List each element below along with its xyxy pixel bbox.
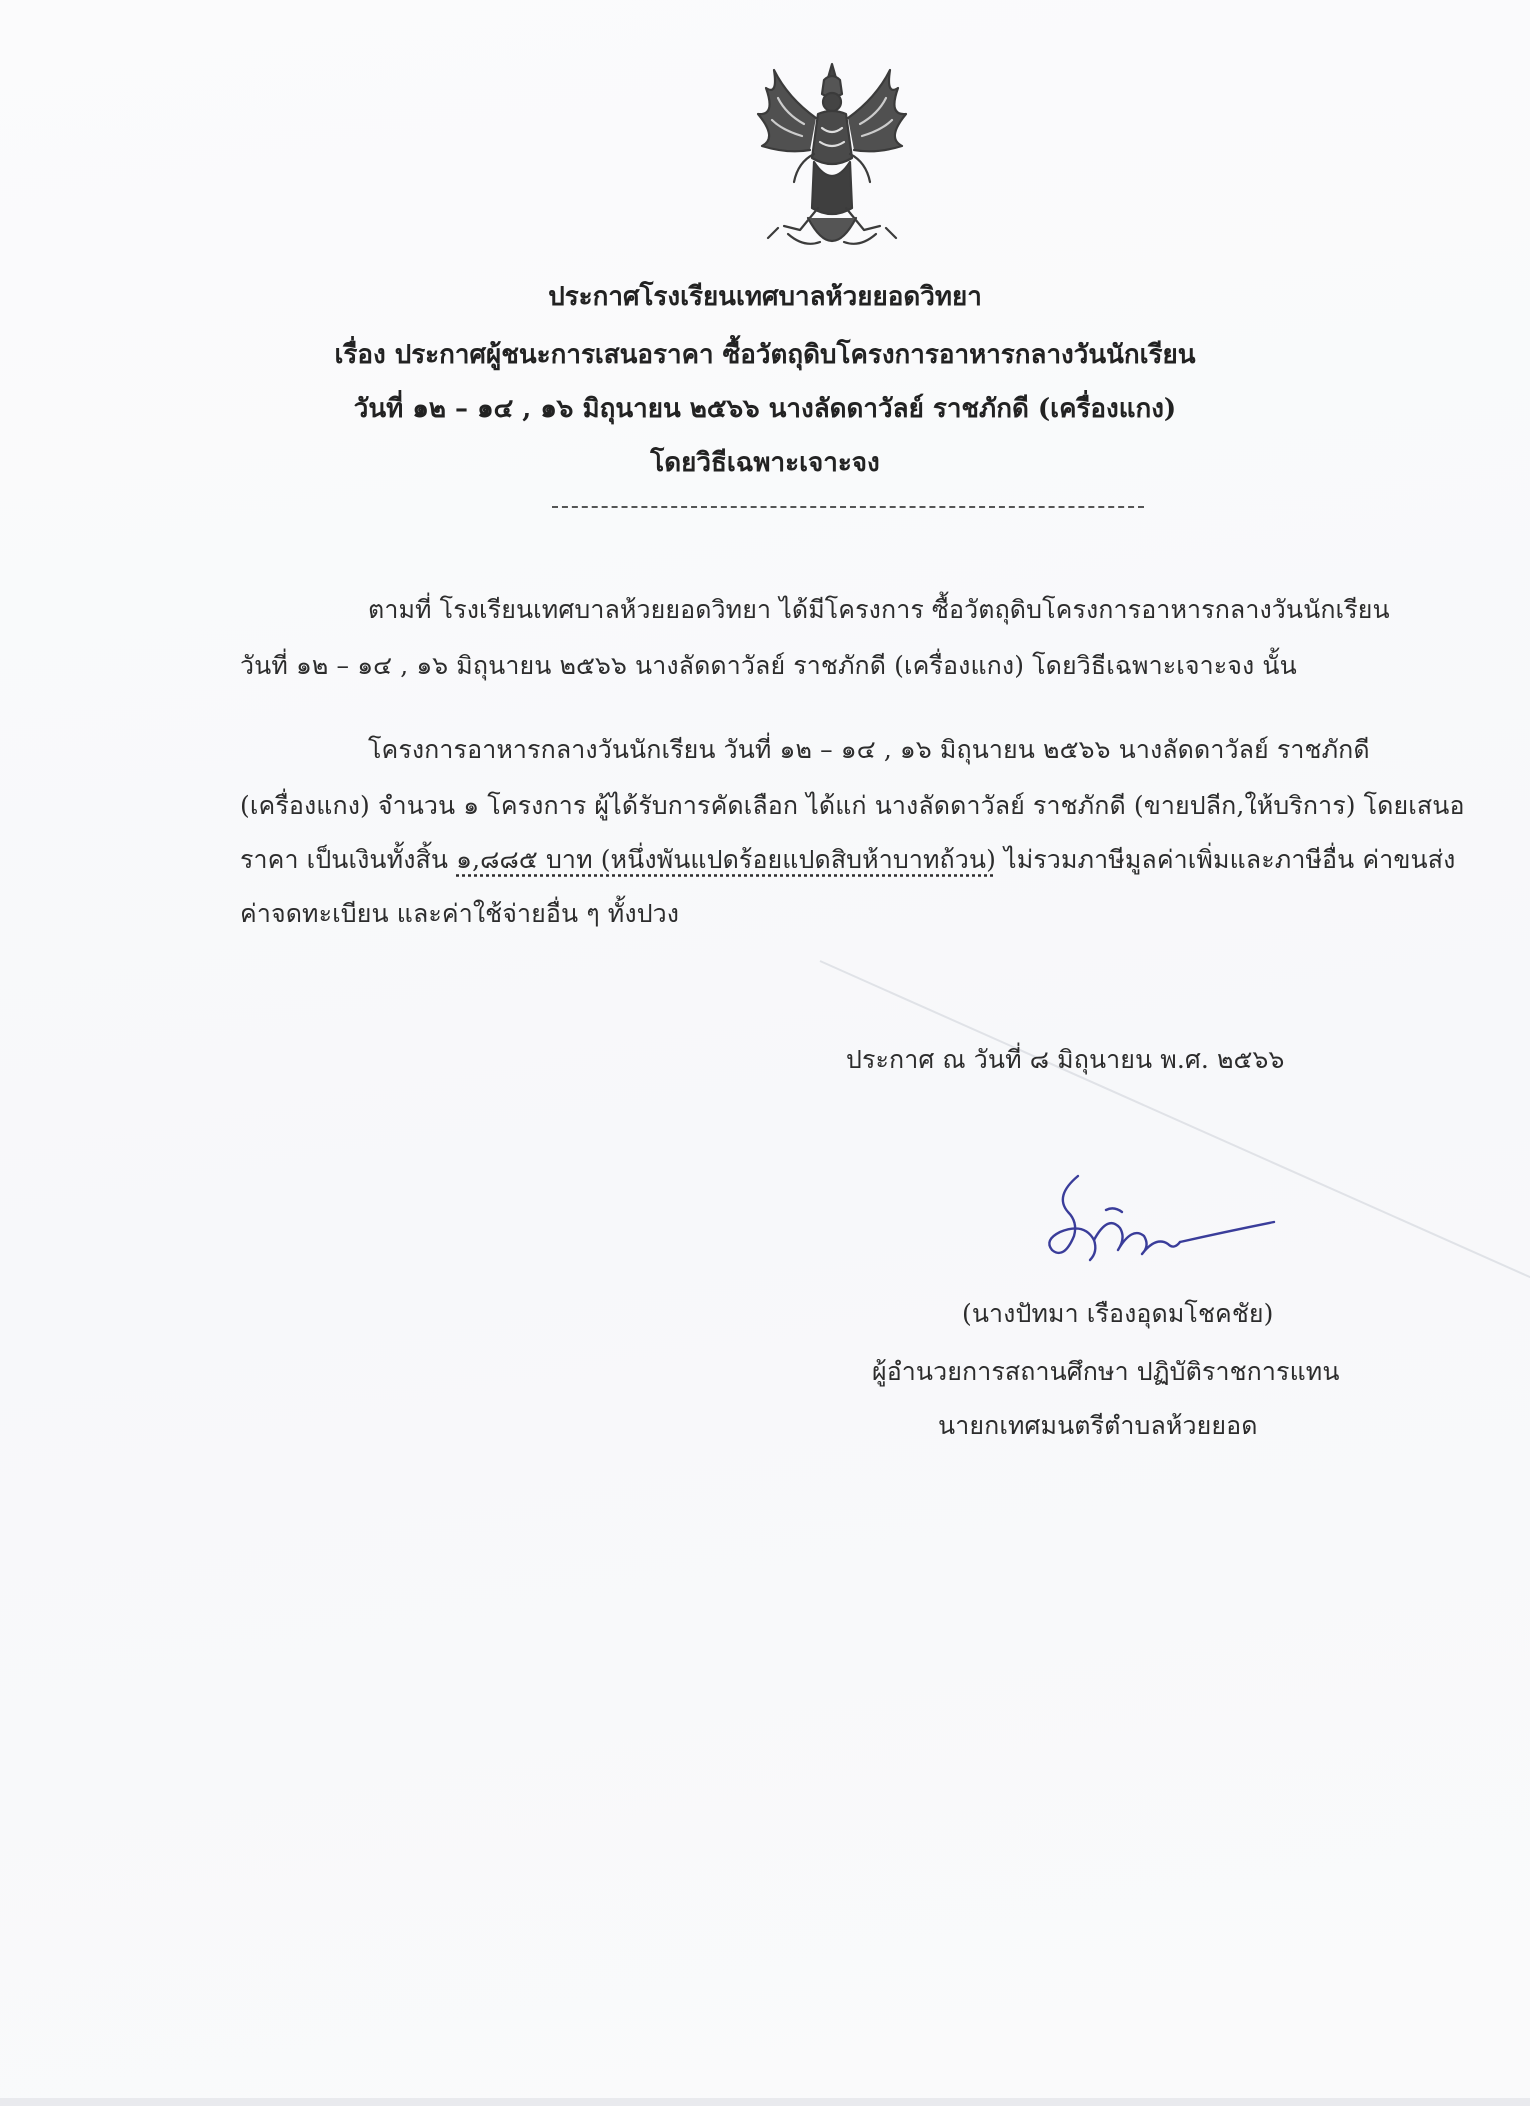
document-subject-method: โดยวิธีเฉพาะเจาะจง — [650, 448, 880, 478]
price-amount: ๑,๘๘๕ บาท (หนึ่งพันแปดร้อยแปดสิบห้าบาทถ้วน) — [456, 845, 996, 874]
signer-name: (นางปัทมา เรืองอุดมโชคชัย) — [962, 1299, 1274, 1328]
handwritten-signature — [1034, 1166, 1284, 1276]
garuda-emblem-icon — [748, 58, 916, 264]
header-divider — [552, 506, 1144, 508]
paragraph-2-line-1: โครงการอาหารกลางวันนักเรียน วันที่ ๑๒ – ๑๔ , ๑๖ มิถุนายน ๒๕๖๖ นางลัดดาวัลย์ ราชภักดี — [368, 735, 1370, 764]
document-title: ประกาศโรงเรียนเทศบาลห้วยยอดวิทยา — [548, 282, 982, 312]
price-prefix: ราคา เป็นเงินทั้งสิ้น — [240, 845, 457, 874]
announcement-date: ประกาศ ณ วันที่ ๘ มิถุนายน พ.ศ. ๒๕๖๖ — [846, 1045, 1285, 1074]
paragraph-1-line-1: ตามที่ โรงเรียนเทศบาลห้วยยอดวิทยา ได้มีโครงการ ซื้อวัตถุดิบโครงการอาหารกลางวันนักเรียน — [368, 595, 1390, 624]
paragraph-2-line-3 — [240, 840, 1455, 880]
document-subject-date: วันที่ ๑๒ – ๑๔ , ๑๖ มิถุนายน ๒๕๖๖ นางลัดดาวัลย์ ราชภักดี (เครื่องแกง) — [353, 394, 1177, 424]
scan-bottom-edge — [0, 2098, 1530, 2106]
paragraph-2-line-4: ค่าจดทะเบียน และค่าใช้จ่ายอื่น ๆ ทั้งปวง — [240, 899, 680, 928]
paragraph-2-line-2: (เครื่องแกง) จำนวน ๑ โครงการ ผู้ได้รับการคัดเลือก ได้แก่ นางลัดดาวัลย์ ราชภักดี (ขายปลีก,ให้บริการ) โดยเสนอ — [240, 791, 1465, 820]
signer-authority: นายกเทศมนตรีตำบลห้วยยอด — [938, 1411, 1258, 1440]
paragraph-1-line-2: วันที่ ๑๒ – ๑๔ , ๑๖ มิถุนายน ๒๕๖๖ นางลัดดาวัลย์ ราชภักดี (เครื่องแกง) โดยวิธีเฉพาะเจาะจง นั้น — [240, 651, 1297, 680]
price-suffix: ไม่รวมภาษีมูลค่าเพิ่มและภาษีอื่น ค่าขนส่ง — [995, 845, 1456, 874]
signer-position: ผู้อำนวยการสถานศึกษา ปฏิบัติราชการแทน — [872, 1357, 1340, 1386]
document-subject: เรื่อง ประกาศผู้ชนะการเสนอราคา ซื้อวัตถุดิบโครงการอาหารกลางวันนักเรียน — [334, 340, 1196, 370]
